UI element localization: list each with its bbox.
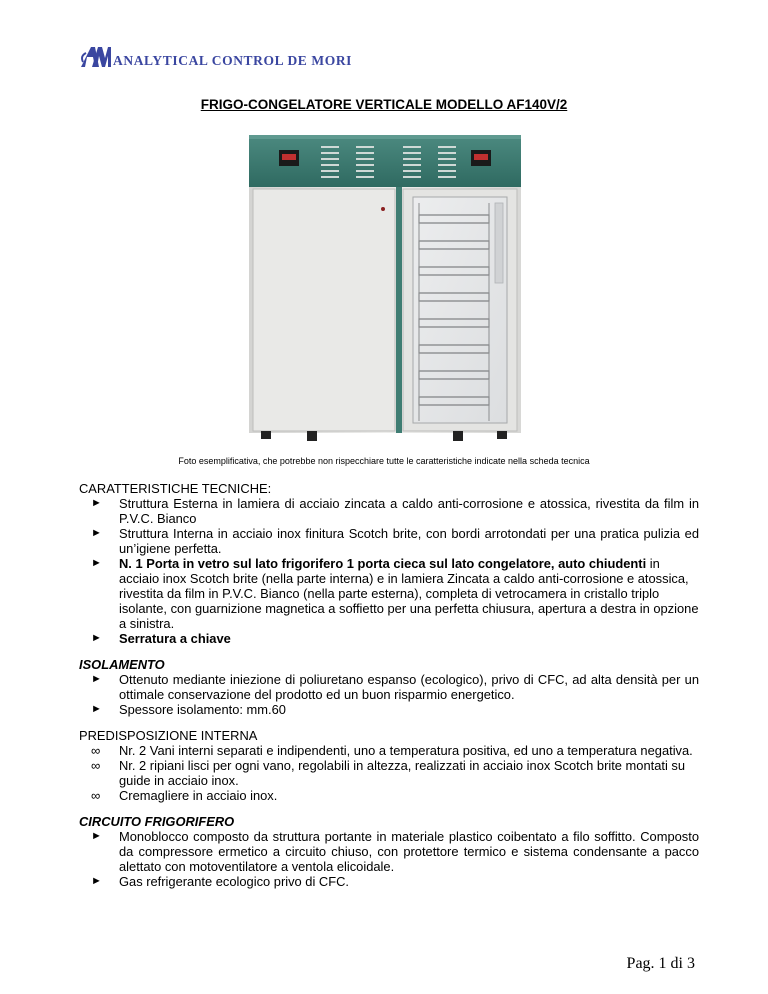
photo-caption: Foto esemplificativa, che potrebbe non rispecchiare tutte le caratteristiche indicate nella scheda tecnica (178, 456, 590, 466)
list-item: ∞ Nr. 2 Vani interni separati e indipendenti, uno a temperatura positiva, ed uno a temperatura negativa. (91, 743, 693, 758)
section-title: ISOLAMENTO (79, 657, 165, 672)
section-title: CIRCUITO FRIGORIFERO (79, 814, 235, 829)
triangle-bullet-icon: ► (91, 632, 102, 644)
triangle-bullet-icon: ► (91, 830, 102, 842)
section-isolamento (79, 657, 699, 717)
list-item: ► Gas refrigerante ecologico privo di CFC. (91, 874, 349, 889)
list-item: ► Ottenuto mediante iniezione di poliuretano espanso (ecologico), privo di CFC, ad alta densità per un ottimale conservazione del prodotto ed un buon risparmio energetico. (91, 672, 699, 702)
list-item: ► Spessore isolamento: mm.60 (91, 702, 286, 717)
triangle-bullet-icon: ► (91, 875, 102, 887)
document-title: FRIGO-CONGELATORE VERTICALE MODELLO AF140V/2 (200, 97, 568, 112)
spec-content (79, 481, 699, 900)
section-title: PREDISPOSIZIONE INTERNA (79, 728, 258, 743)
list-item: ∞ Nr. 2 ripiani lisci per ogni vano, regolabili in altezza, realizzati in acciaio inox Scotch brite montati su guide in acciaio inox. (91, 758, 686, 788)
list-item: ► N. 1 Porta in vetro sul lato frigorifero 1 porta cieca sul lato congelatore, auto chiudenti in acciaio inox Scotch brite (nella parte interna) e in lamiera Zincata a caldo anti-corrosione e atossica, rivestita da film in P.V.C. Bianco (nella parte esterna), completa di vetrocamera in cristallo triplo isolante, con guarnizione magnetica a soffietto per una perfetta chiusura, apertura a destra in opzione a sinistra. (91, 556, 699, 631)
triangle-bullet-icon: ► (91, 527, 102, 539)
company-name: ANALYTICAL CONTROL DE MORI (113, 53, 353, 68)
infinity-bullet-icon: ∞ (91, 758, 101, 773)
acm-monogram-icon (78, 44, 112, 70)
triangle-bullet-icon: ► (91, 673, 102, 685)
list-item: ∞ Cremagliere in acciaio inox. (91, 788, 278, 803)
list-item: ► Struttura Interna in acciaio inox finitura Scotch brite, con bordi arrotondati per una pratica pulizia ed un’igiene perfetta. (91, 526, 699, 556)
infinity-bullet-icon: ∞ (91, 788, 101, 803)
company-logo (78, 44, 352, 70)
product-photo (241, 133, 531, 453)
triangle-bullet-icon: ► (91, 497, 102, 509)
triangle-bullet-icon: ► (91, 557, 102, 569)
section-circuito (79, 814, 699, 889)
section-predisposizione (79, 728, 699, 803)
triangle-bullet-icon: ► (91, 703, 102, 715)
section-title: CARATTERISTICHE TECNICHE: (79, 481, 272, 496)
section-caratteristiche (79, 481, 699, 646)
page-number: Pag. 1 di 3 (626, 955, 695, 972)
list-item: ► Struttura Esterna in lamiera di acciaio zincata a caldo anti-corrosione e atossica, rivestita da film in P.V.C. Bianco (91, 496, 699, 526)
list-item: ► Monoblocco composto da struttura portante in materiale plastico coibentato a filo soffitto. Composto da compressore ermetico a circuito chiuso, con protettore termico e sistema condensante a pacco alettato con motoventilatore a ventola elicoidale. (91, 829, 699, 874)
list-item: ► Serratura a chiave (91, 631, 231, 646)
infinity-bullet-icon: ∞ (91, 743, 101, 758)
